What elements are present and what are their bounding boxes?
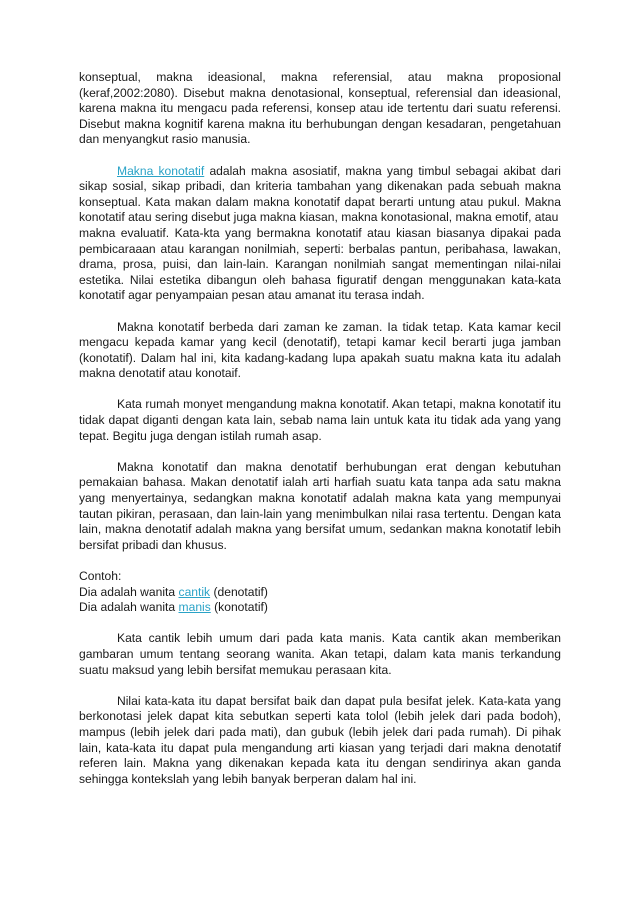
example-manis: [79, 600, 561, 616]
example-cantik-prefix: Dia adalah wanita: [79, 584, 179, 599]
paragraph-cantik-manis: Kata cantik lebih umum dari pada kata manis. Kata cantik akan memberikan gambaran umum tentang seorang wanita. Akan tetapi, dalam kata manis terkandung suatu maksud yang lebih bersifat memukau perasaan kita.: [79, 631, 561, 677]
contoh-label: Contoh:: [79, 569, 122, 583]
link-manis[interactable]: manis: [178, 600, 211, 615]
paragraph-nilai-kata: Nilai kata-kata itu dapat bersifat baik dan dapat pula besifat jelek. Kata-kata yang berkonotasi jelek dapat kita sebutkan seperti kata tolol (lebih jelek dari pada bodoh), mampus (lebih jelek dari pada mati), dan gubuk (lebih jelek dari pada rumah). Di pihak lain, kata-kata itu dapat pula mengandung arti kiasan yang terjadi dari makna denotatif referen lain. Makna yang dikenakan kepada kata itu dengan sendirinya akan ganda sehingga kontekslah yang lebih banyak berperan dalam hal ini.: [79, 693, 561, 786]
paragraph-zaman: Makna konotatif berbeda dari zaman ke zaman. Ia tidak tetap. Kata kamar kecil mengacu kepada kamar yang kecil (denotatif), tetapi kamar kecil berarti juga jamban (konotatif). Dalam hal ini, kita kadang-kadang lupa apakah suatu makna kata itu adalah makna denotatif atau konotaif.: [79, 319, 561, 381]
spacer: [79, 616, 561, 632]
paragraph-makna-konotatif-text: adalah makna asosiatif, makna yang timbul sebagai akibat dari sikap sosial, sikap pribadi, dan kriteria tambahan yang dikenakan pada sebuah makna konseptual. Kata makan dalam makna konotatif dapat berarti untung atau pukul. Makna konotatif atau sering disebut juga makna kiasan, makna konotasional, makna emotif, atau: [79, 163, 561, 225]
document-page: [79, 70, 561, 803]
paragraph-makna-evaluatif: makna evaluatif. Kata-kta yang bermakna konotatif atau kiasan biasanya dipakai pada pembicaraaan atau karangan nonilmiah, seperti: berbalas pantun, peribahasa, lawakan, drama, prosa, puisi, dan lain-lain. Karangan nonilmiah sangat mementingan nilai-nilai estetika. Nilai estetika dibangun oleh bahasa figuratif dengan menggunakan kata-kata konotatif agar penyampaian pesan atau amanat itu terasa indah.: [79, 225, 561, 303]
example-manis-prefix: Dia adalah wanita: [79, 600, 179, 615]
example-manis-suffix: (konotatif): [210, 600, 268, 615]
paragraph-rumah-monyet: Kata rumah monyet mengandung makna konotatif. Akan tetapi, makna konotatif itu tidak dapat diganti dengan kata lain, sebab nama lain untuk kata itu tidak ada yang yang tepat. Begitu juga dengan istilah rumah asap.: [79, 397, 561, 443]
link-cantik[interactable]: cantik: [178, 584, 211, 599]
paragraph-makna-konotatif: [79, 164, 561, 226]
paragraph-makna-denotatif-continued: konseptual, makna ideasional, makna referensial, atau makna proposional (keraf,2002:2080). Disebut makna denotasional, konseptual, referensial dan ideasional, karena makna itu mengacu pada referensi, konsep atau ide tertentu dari suatu referensi. Disebut makna kognitif karena makna itu berhubungan dengan kesadaran, pengetahuan dan menyangkut rasio manusia.: [79, 70, 561, 147]
paragraph-hubungan: Makna konotatif dan makna denotatif berhubungan erat dengan kebutuhan pemakaian bahasa. Makan denotatif ialah arti harfiah suatu kata tanpa ada satu makna yang menyertainya, sedangkan makna konotatif adalah makna kata yang mempunyai tautan pikiran, perasaan, dan lain-lain yang menimbulkan nilai rasa tertentu. Dengan kata lain, makna denotatif adalah makna yang bersifat umum, sedankan makna konotatif lebih bersifat pribadi dan khusus.: [79, 459, 561, 552]
example-cantik-suffix: (denotatif): [210, 584, 268, 599]
example-cantik: [79, 585, 561, 601]
link-makna-konotatif[interactable]: Makna konotatif: [117, 163, 205, 178]
